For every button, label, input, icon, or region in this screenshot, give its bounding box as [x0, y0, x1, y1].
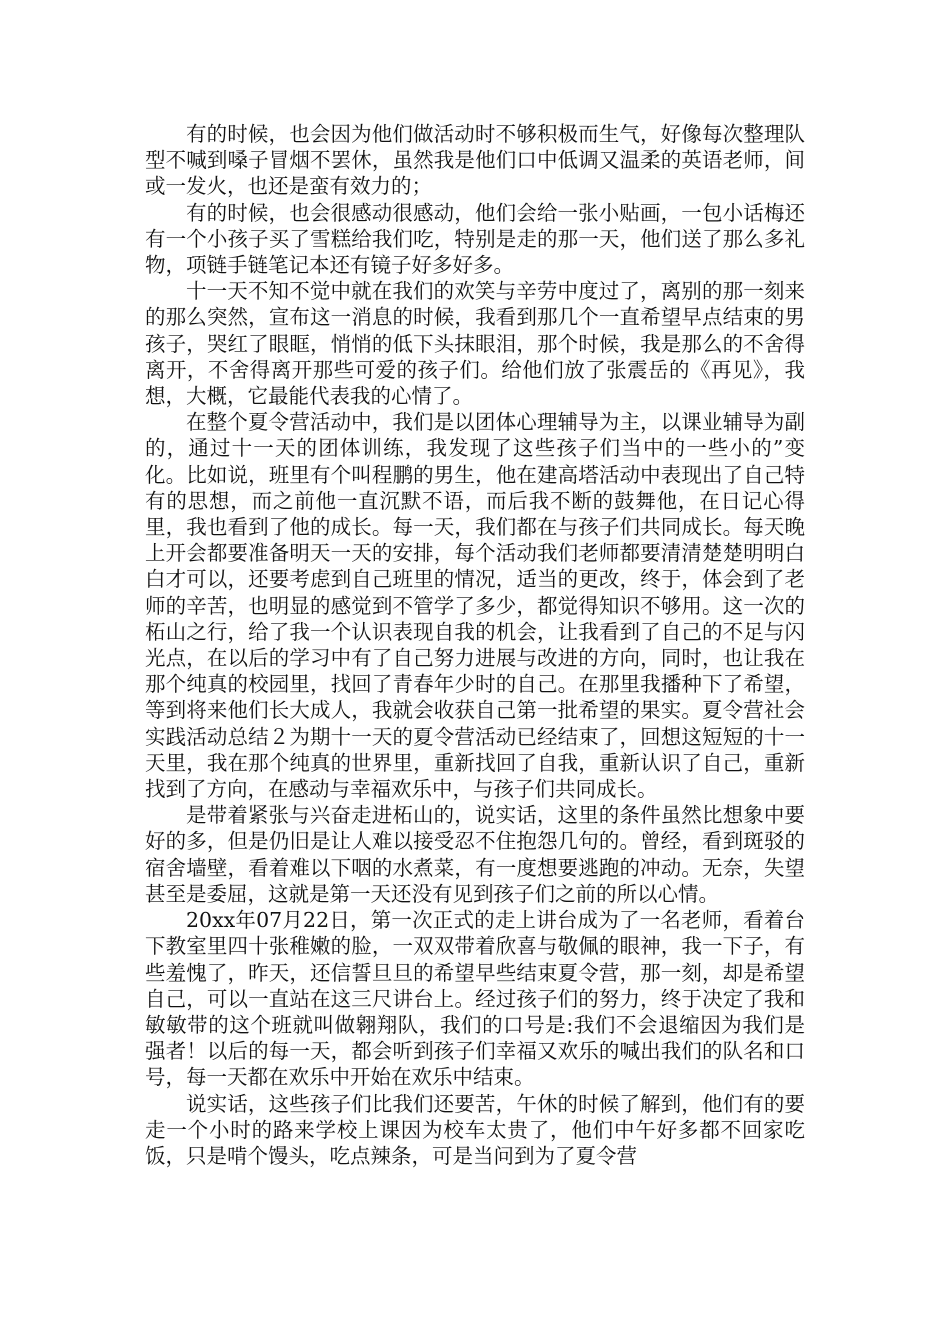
paragraph-3: 十一天不知不觉中就在我们的欢笑与辛劳中度过了，离别的那一刻来的那么突然，宣布这一消息的时候，我看到那几个一直希望早点结束的男孩子，哭红了眼眶，悄悄的低下头抹眼泪，那个时候，我是那么的不舍得离开，不舍得离开那些可爱的孩子们。给他们放了张震岳的《再见》，我想，大概，它最能代表我的心情了。: [145, 279, 805, 409]
paragraph-4: 在整个夏令营活动中，我们是以团体心理辅导为主，以课业辅导为副的，通过十一天的团体训练，我发现了这些孩子们当中的一些小的”变化。比如说，班里有个叫程鹏的男生，他在建高塔活动中表现出了自己特有的思想，而之前他一直沉默不语，而后我不断的鼓舞他，在日记心得里，我也看到了他的成长。每一天，我们都在与孩子们共同成长。每天晚上开会都要准备明天一天的安排，每个活动我们老师都要清清楚楚明明白白才可以，还要考虑到自己班里的情况，适当的更改，终于，体会到了老师的辛苦，也明显的感觉到不管学了多少，都觉得知识不够用。这一次的柘山之行，给了我一个认识表现自我的机会，让我看到了自己的不足与闪光点，在以后的学习中有了自己努力进展与改进的方向，同时，也让我在那个纯真的校园里，找回了青春年少时的自己。在那里我播种下了希望，等到将来他们长大成人，我就会收获自己第一批希望的果实。夏令营社会实践活动总结２为期十一天的夏令营活动已经结束了，回想这短短的十一天里，我在那个纯真的世界里，重新找回了自我，重新认识了自己，重新找到了方向，在感动与幸福欢乐中，与孩子们共同成长。: [145, 410, 805, 802]
paragraph-6: 20xx年07月22日，第一次正式的走上讲台成为了一名老师，看着台下教室里四十张稚嫩的脸，一双双带着欣喜与敬佩的眼神，我一下子，有些羞愧了，昨天，还信誓旦旦的希望早些结束夏令营，那一刻，却是希望自己，可以一直站在这三尺讲台上。经过孩子们的努力，终于决定了我和敏敏带的这个班就叫做翱翔队，我们的口号是:我们不会退缩因为我们是强者！以后的每一天，都会听到孩子们幸福又欢乐的喊出我们的队名和口号，每一天都在欢乐中开始在欢乐中结束。: [145, 908, 805, 1090]
paragraph-1: 有的时候，也会因为他们做活动时不够积极而生气，好像每次整理队型不喊到嗓子冒烟不罢休，虽然我是他们口中低调又温柔的英语老师，间或一发火，也还是蛮有效力的；: [145, 122, 805, 199]
document-body: [145, 121, 805, 1169]
paragraph-7: 说实话，这些孩子们比我们还要苦，午休的时候了解到，他们有的要走一个小时的路来学校上课因为校车太贵了，他们中午好多都不回家吃饭，只是啃个馒头，吃点辣条，可是当问到为了夏令营: [145, 1091, 805, 1168]
paragraph-5: 是带着紧张与兴奋走进柘山的，说实话，这里的条件虽然比想象中要好的多，但是仍旧是让人难以接受忍不住抱怨几句的。曾经，看到斑驳的宿舍墙壁，看着难以下咽的水煮菜，有一度想要逃跑的冲动。无奈，失望甚至是委屈，这就是第一天还没有见到孩子们之前的所以心情。: [145, 803, 805, 906]
paragraph-2: 有的时候，也会很感动很感动，他们会给一张小贴画，一包小话梅还有一个小孩子买了雪糕给我们吃，特别是走的那一天，他们送了那么多礼物，项链手链笔记本还有镜子好多好多。: [145, 200, 805, 278]
